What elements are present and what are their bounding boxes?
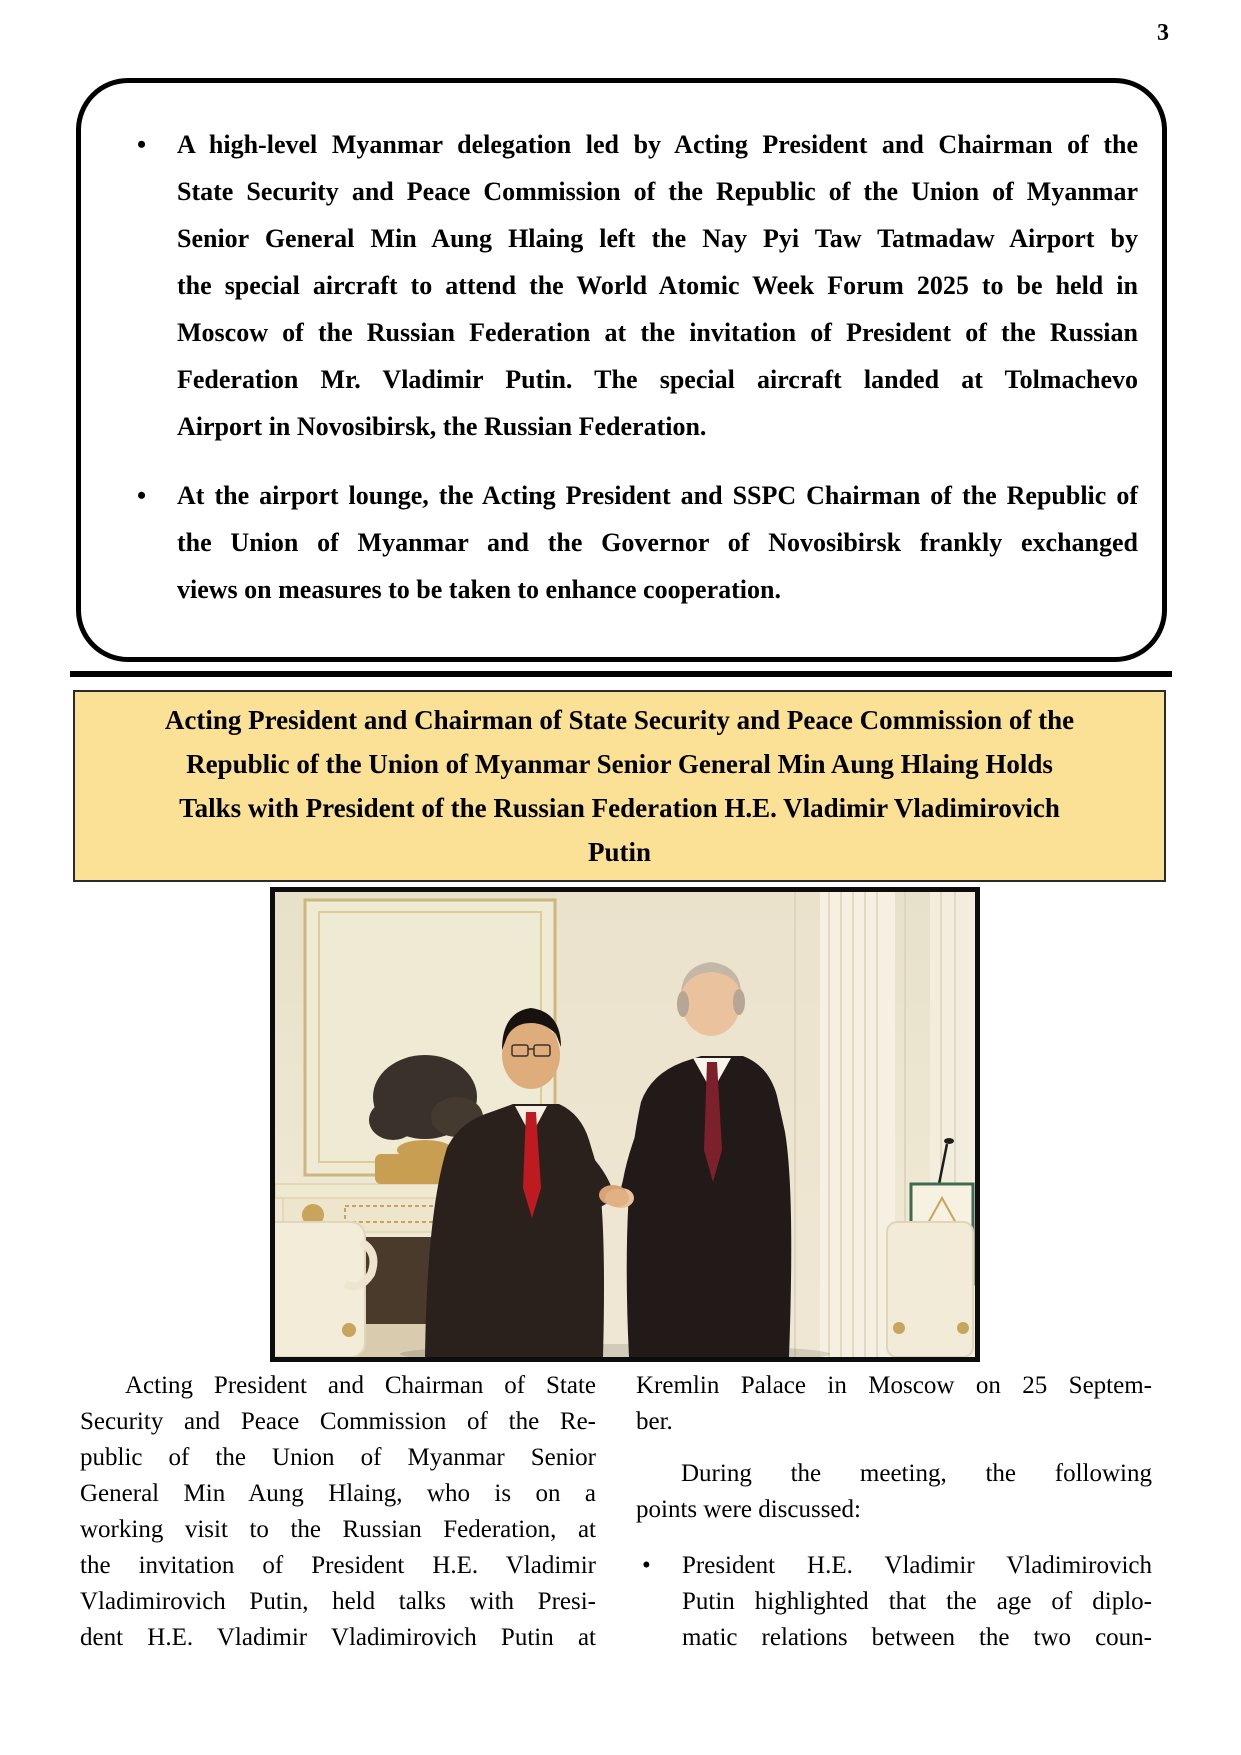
meeting-photo-illustration — [275, 892, 975, 1357]
meeting-photo — [270, 887, 980, 1362]
text-line: Airport in Novosibirsk, the Russian Federation. — [177, 412, 707, 441]
text-line: matic relations between the two coun- — [682, 1624, 1152, 1651]
text-line: Federation Mr. Vladimir Putin. The special aircraft landed at Tolmachevo — [177, 365, 1138, 394]
summary-box — [76, 78, 1167, 662]
text-line: the invitation of President H.E. Vladimir — [80, 1552, 596, 1579]
text-line: State Security and Peace Commission of the Republic of the Union of Myanmar — [177, 177, 1138, 206]
text-line: views on measures to be taken to enhance cooperation. — [177, 575, 781, 604]
text-line: Security and Peace Commission of the Re- — [80, 1408, 596, 1435]
article-body — [80, 1368, 1152, 1656]
left-chair — [275, 1222, 373, 1357]
text-line: Putin highlighted that the age of diplo- — [682, 1588, 1152, 1615]
text-line: the Union of Myanmar and the Governor of Novosibirsk frankly exchanged — [177, 528, 1138, 557]
bullet-marker-icon: • — [137, 130, 147, 159]
text-line: dent H.E. Vladimir Vladimirovich Putin at — [80, 1624, 596, 1651]
right-chair — [887, 1222, 973, 1357]
text-line: General Min Aung Hlaing, who is on a — [80, 1480, 596, 1507]
text-line: Talks with President of the Russian Federation H.E. Vladimir Vladimirovich — [179, 793, 1060, 823]
text-line: public of the Union of Myanmar Senior — [80, 1444, 596, 1471]
article-left-column — [80, 1368, 596, 1656]
text-line: Republic of the Union of Myanmar Senior General Min Aung Hlaing Holds — [186, 749, 1053, 779]
text-line: Moscow of the Russian Federation at the invitation of President of the Russian — [177, 318, 1138, 347]
bullet-paragraph — [109, 121, 1138, 450]
handshake — [605, 1189, 629, 1207]
headline-banner — [73, 690, 1166, 882]
text-line: the special aircraft to attend the World Atomic Week Forum 2025 to be held in — [177, 271, 1138, 300]
text-line: A high-level Myanmar delegation led by Acting President and Chairman of the — [177, 130, 1138, 159]
text-line: ber. — [636, 1408, 673, 1435]
text-line: Vladimirovich Putin, held talks with Presi- — [80, 1588, 596, 1615]
section-divider-rule — [70, 671, 1172, 677]
article-right-column — [636, 1368, 1152, 1656]
text-line: Kremlin Palace in Moscow on 25 Septem- — [636, 1372, 1152, 1399]
text-line: Senior General Min Aung Hlaing left the Nay Pyi Taw Tatmadaw Airport by — [177, 224, 1138, 253]
text-line: At the airport lounge, the Acting President and SSPC Chairman of the Republic of — [177, 481, 1138, 510]
bullet-paragraph — [636, 1548, 1152, 1656]
bullet-paragraph — [109, 472, 1138, 613]
text-line: Acting President and Chairman of State — [125, 1372, 596, 1399]
page-number: 3 — [1157, 20, 1169, 46]
bullet-marker-icon: • — [137, 481, 147, 510]
paragraph — [636, 1456, 1152, 1528]
text-line: points were discussed: — [636, 1496, 861, 1523]
paragraph — [636, 1368, 1152, 1440]
text-line: working visit to the Russian Federation, at — [80, 1516, 596, 1543]
text-line: During the meeting, the following — [681, 1460, 1152, 1487]
bullet-marker-icon: • — [642, 1552, 651, 1579]
text-line: Acting President and Chairman of State Security and Peace Commission of the — [164, 705, 1075, 735]
paragraph — [80, 1368, 596, 1656]
text-line: President H.E. Vladimir Vladimirovich — [682, 1552, 1152, 1579]
text-line: Putin — [587, 837, 652, 867]
